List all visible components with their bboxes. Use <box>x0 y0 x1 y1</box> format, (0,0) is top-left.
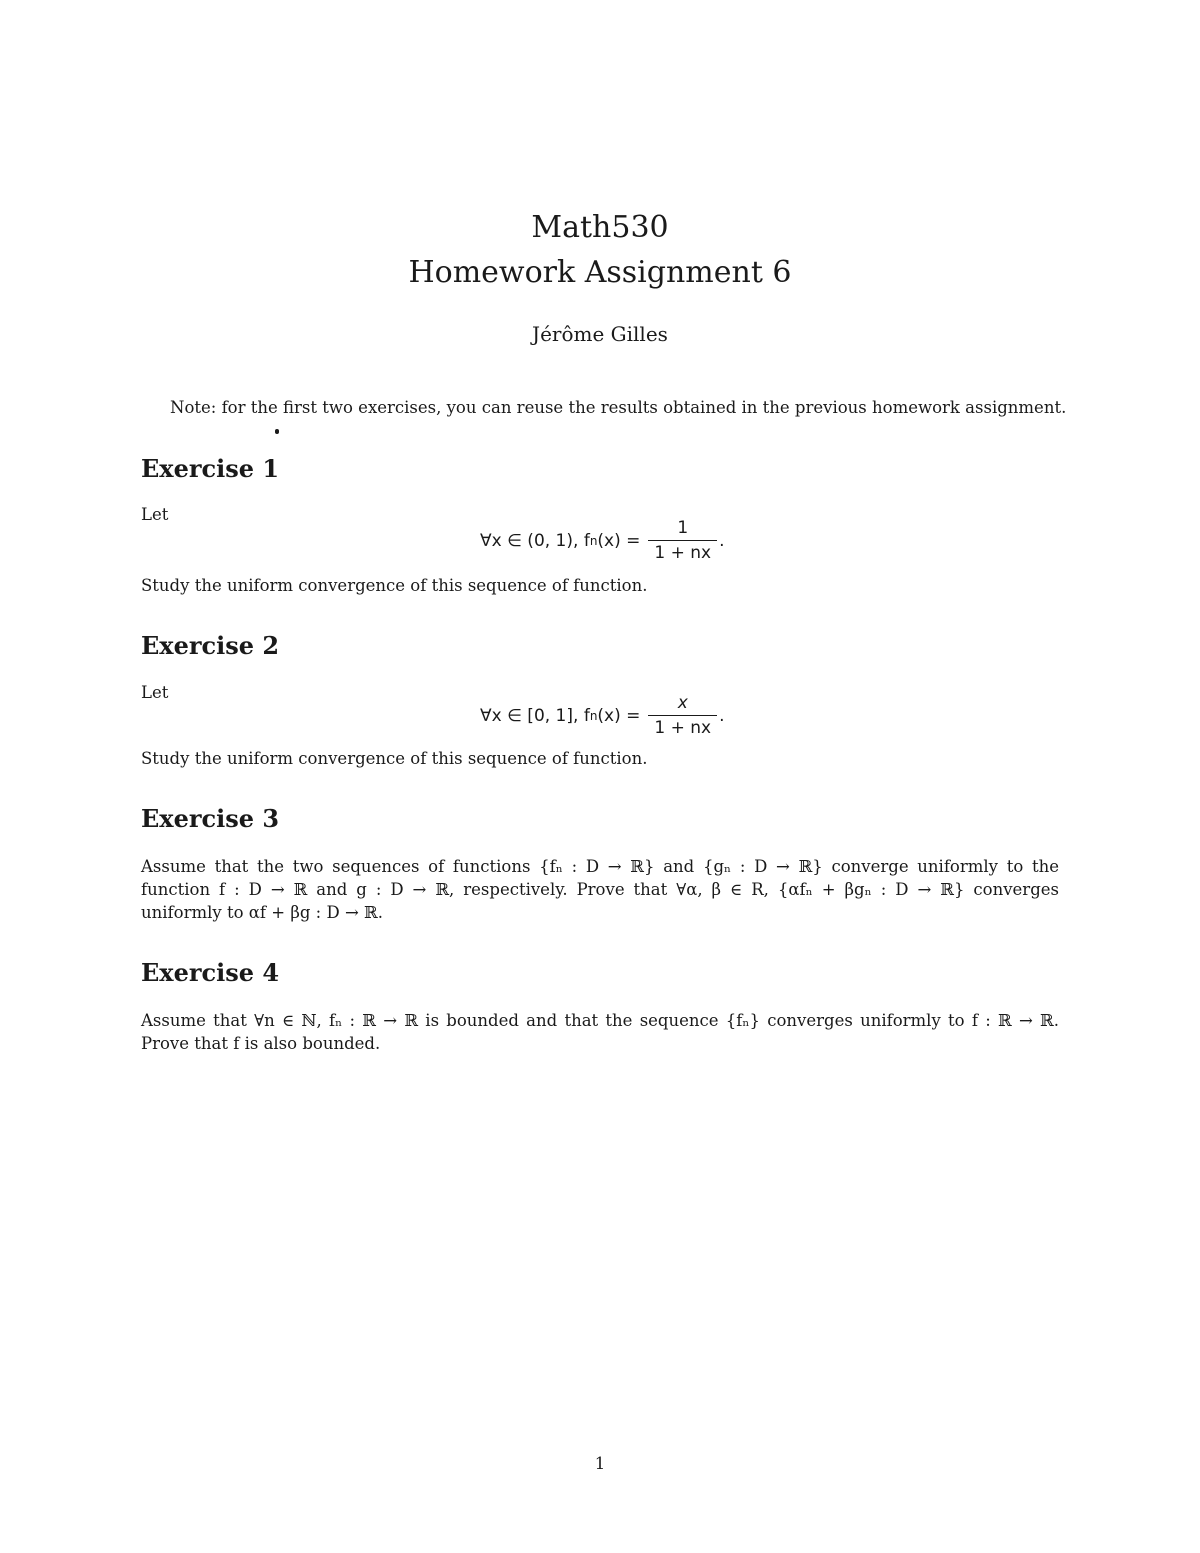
exercise-1-intro: Let <box>141 505 169 524</box>
note-text: Note: for the first two exercises, you can reuse the results obtained in the previous homework assignment. <box>170 398 1067 417</box>
exercise-3-line: Assume that the two sequences of functions {fₙ : D → ℝ} and {gₙ : D → ℝ} converge uniformly to the <box>141 857 1059 876</box>
exercise-4-line: Prove that f is also bounded. <box>141 1034 381 1053</box>
exercise-2-conclusion: Study the uniform convergence of this sequence of function. <box>141 749 648 768</box>
exercise-2-eq-lhs: ∀x ∈ [0, 1], f <box>480 705 590 726</box>
exercise-2-equation <box>0 693 1200 743</box>
stray-mark <box>275 429 279 434</box>
exercise-3-line: uniformly to αf + βg : D → ℝ. <box>141 903 383 922</box>
exercise-1-conclusion: Study the uniform convergence of this sequence of function. <box>141 576 648 595</box>
exercise-3-paragraph <box>141 855 1059 924</box>
exercise-1-heading: Exercise 1 <box>141 454 280 483</box>
exercise-1-eq-sub: n <box>589 533 598 548</box>
exercise-2-eq-mid: (x) = <box>597 705 641 726</box>
exercise-1-fraction-denominator: 1 + nx <box>654 543 712 564</box>
exercise-3-heading: Exercise 3 <box>141 804 280 833</box>
exercise-1-fraction <box>648 518 717 563</box>
exercise-2-fraction <box>648 693 717 738</box>
exercise-1-equation <box>0 518 1200 568</box>
exercise-1-eq-mid: (x) = <box>597 530 641 551</box>
assignment-title: Homework Assignment 6 <box>408 255 792 290</box>
exercise-2-fraction-numerator: x <box>677 693 688 713</box>
exercise-2-eq-end: . <box>719 705 725 726</box>
exercise-1-eq-end: . <box>719 530 725 551</box>
exercise-2-intro: Let <box>141 683 169 702</box>
author-name: Jérôme Gilles <box>532 322 668 346</box>
exercise-4-paragraph <box>141 1009 1059 1055</box>
exercise-1-fraction-numerator: 1 <box>677 518 689 538</box>
exercise-2-eq-sub: n <box>589 708 598 723</box>
page-number: 1 <box>594 1454 606 1473</box>
exercise-2-fraction-denominator: 1 + nx <box>654 718 712 739</box>
course-title: Math530 <box>531 210 669 245</box>
exercise-4-heading: Exercise 4 <box>141 958 280 987</box>
exercise-4-line: Assume that ∀n ∈ ℕ, fₙ : ℝ → ℝ is bounded and that the sequence {fₙ} converges uniformly to f : ℝ → ℝ. <box>141 1011 1059 1030</box>
exercise-1-eq-lhs: ∀x ∈ (0, 1), f <box>480 530 590 551</box>
exercise-2-heading: Exercise 2 <box>141 631 280 660</box>
exercise-3-line: function f : D → ℝ and g : D → ℝ, respectively. Prove that ∀α, β ∈ R, {αfₙ + βgₙ : D → ℝ} converges <box>141 880 1059 899</box>
